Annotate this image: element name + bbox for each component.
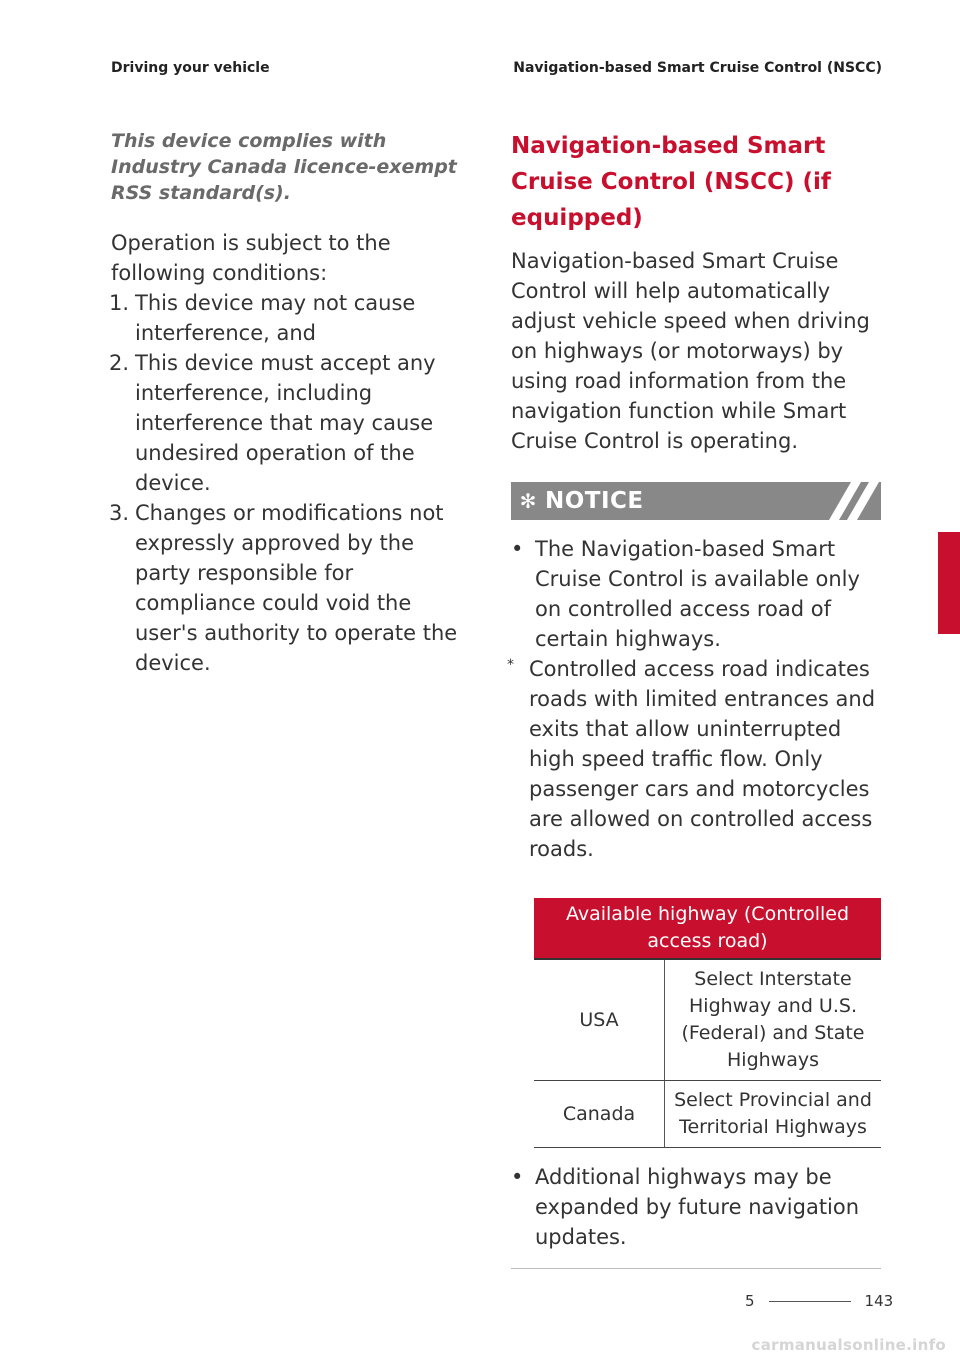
footnote-asterisk: * [507, 657, 514, 673]
footer-divider [769, 1301, 851, 1302]
page-footer [745, 1292, 893, 1310]
notice-bullet [511, 534, 881, 654]
conditions-intro: Operation is subject to the following conditions: [111, 231, 391, 285]
country-cell: Canada [534, 1081, 665, 1148]
bullet-marker: • [511, 1165, 524, 1189]
condition-item [111, 498, 476, 678]
running-header-right: Navigation-based Smart Cruise Control (NSCC) [513, 60, 882, 76]
footnote-text: Controlled access road indicates roads with limited entrances and exits that allow uninterrupted high speed traffic flow. Only passenger cars and motorcycles are allowed on controlled access roads. [529, 657, 876, 861]
conditions-list [111, 288, 476, 678]
condition-number: 3. [109, 501, 130, 525]
page-number: 143 [864, 1292, 894, 1310]
table-row [534, 1081, 881, 1148]
section-intro: Navigation-based Smart Cruise Control will help automatically adjust vehicle speed when driving on highways (or motorways) by using road information from the navigation function while Smart Cruise Control is operating. [511, 249, 870, 453]
highways-cell: Select Provincial and Territorial Highways [665, 1081, 882, 1148]
highways-cell: Select Interstate Highway and U.S. (Federal) and State Highways [665, 959, 882, 1081]
condition-text: Changes or modifications not expressly approved by the party responsible for compliance could void the user's authority to operate the device. [135, 501, 458, 675]
highway-table [534, 898, 881, 1148]
footer-chapter: 5 [745, 1292, 755, 1310]
notice-bullets-2 [511, 1162, 881, 1252]
notice-star-icon: ✻ [519, 489, 537, 513]
country-cell: USA [534, 959, 665, 1081]
section-title: Navigation-based Smart Cruise Control (NSCC) (if equipped) [511, 133, 831, 231]
bullet-marker: • [511, 537, 524, 561]
compliance-note: This device complies with Industry Canada licence-exempt RSS standard(s). [111, 130, 457, 204]
bullet-text: The Navigation-based Smart Cruise Control is available only on controlled access road of certain highways. [535, 537, 860, 651]
running-header-left: Driving your vehicle [111, 60, 270, 76]
bullet-text: Additional highways may be expanded by future navigation updates. [535, 1165, 860, 1249]
notice-bullet [511, 1162, 881, 1252]
left-column [111, 128, 476, 678]
table-row [534, 959, 881, 1081]
condition-text: This device must accept any interference, including interference that may cause undesired operation of the device. [135, 351, 436, 495]
highway-table-header: Available highway (Controlled access road) [534, 898, 881, 959]
chapter-tab-number: 5 [940, 608, 955, 630]
diagonal-stripes-icon [821, 482, 881, 520]
watermark: carmanualsonline.info [751, 1336, 946, 1354]
condition-item [111, 288, 476, 348]
right-column [507, 128, 881, 1269]
section-end-divider [511, 1268, 881, 1269]
notice-banner [511, 482, 881, 520]
condition-item [111, 348, 476, 498]
condition-number: 1. [109, 291, 130, 315]
condition-number: 2. [109, 351, 130, 375]
condition-text: This device may not cause interference, and [135, 291, 416, 345]
notice-bullets [511, 534, 881, 654]
footnote [507, 654, 881, 864]
notice-label: NOTICE [545, 488, 644, 514]
